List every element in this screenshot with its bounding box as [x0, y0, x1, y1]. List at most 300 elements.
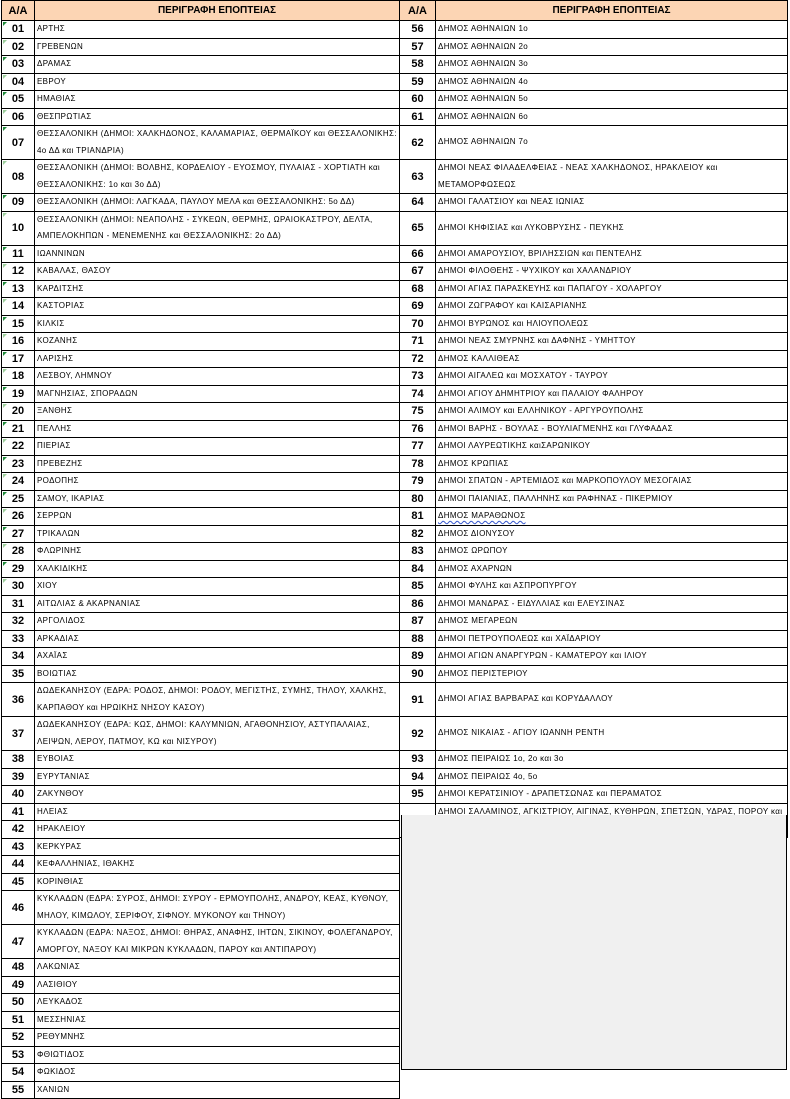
row-number-text: 50: [11, 996, 25, 1009]
row-number: [2, 126, 35, 160]
row-description: [35, 1029, 400, 1047]
row-description: [436, 595, 788, 613]
row-description-text: ΕΥΡΥΤΑΝΙΑΣ: [37, 771, 90, 781]
table-row[interactable]: [400, 350, 788, 368]
table-row[interactable]: [400, 751, 788, 769]
row-number: [2, 420, 35, 438]
row-description: [35, 1046, 400, 1064]
row-description-text: ΘΕΣΣΑΛΟΝΙΚΗ (ΔΗΜΟΙ: ΒΟΛΒΗΣ, ΚΟΡΔΕΛΙΟΥ - ΕΥΟΣΜΟΥ, ΠΥΛΑΙΑΣ - ΧΟΡΤΙΑΤΗ και ΘΕΣΣΑΛΟΝΙΚΗΣ: 1ο και 3ο ΔΔ): [37, 163, 381, 189]
table-row[interactable]: [2, 350, 400, 368]
right-table: [399, 0, 788, 838]
table-row[interactable]: [400, 768, 788, 786]
row-number: [400, 385, 436, 403]
row-description-text: ΑΡΤΗΣ: [37, 24, 66, 33]
row-description-text: ΔΗΜΟΙ ΒΥΡΩΝΟΣ και ΗΛΙΟΥΠΟΛΕΩΣ: [438, 318, 589, 328]
row-description: [35, 786, 400, 804]
row-description-text: ΔΗΜΟΙ ΝΕΑΣ ΣΜΥΡΝΗΣ και ΔΑΦΝΗΣ - ΥΜΗΤΤΟΥ: [438, 336, 636, 345]
table-row[interactable]: [2, 211, 400, 245]
table-row[interactable]: [2, 683, 400, 717]
cell-marker-icon: [3, 247, 7, 251]
table-row[interactable]: [400, 630, 788, 648]
row-number-text: 14: [11, 300, 25, 313]
table-row[interactable]: [2, 560, 400, 578]
row-description-text: ΗΛΕΙΑΣ: [37, 806, 69, 816]
row-number: [400, 56, 436, 74]
row-description-text: ΧΙΟΥ: [37, 581, 58, 590]
table-row[interactable]: [400, 368, 788, 386]
header-aa: Α/Α: [400, 1, 436, 21]
row-number: [2, 508, 35, 526]
row-number-text: 06: [11, 110, 25, 123]
row-description: [35, 751, 400, 769]
table-row[interactable]: [2, 648, 400, 666]
row-description-text: ΡΕΘΥΜΝΗΣ: [37, 1032, 85, 1041]
row-number: [2, 613, 35, 631]
table-row[interactable]: [400, 91, 788, 109]
row-number: [400, 717, 436, 751]
table-row[interactable]: [2, 751, 400, 769]
row-description-text: ΘΕΣΣΑΛΟΝΙΚΗ (ΔΗΜΟΙ: ΧΑΛΚΗΔΟΝΟΣ, ΚΑΛΑΜΑΡΙΑΣ, ΘΕΡΜΑΪΚΟΥ και ΘΕΣΣΑΛΟΝΙΚΗΣ: 4ο ΔΔ και ΤΡΙΑΝΔΡΙΑ): [37, 129, 397, 155]
cell-marker-icon: [3, 579, 7, 583]
row-number: [400, 194, 436, 212]
row-description-text: ΚΟΖΑΝΗΣ: [37, 336, 78, 345]
table-row[interactable]: [400, 613, 788, 631]
table-row[interactable]: [2, 1029, 400, 1047]
row-description: [35, 1064, 400, 1082]
table-row[interactable]: [2, 976, 400, 994]
table-row[interactable]: [400, 38, 788, 56]
header-aa: Α/Α: [2, 1, 35, 21]
row-number-text: 46: [11, 901, 25, 914]
row-number-text: 25: [11, 492, 25, 505]
row-number-text: 44: [11, 858, 25, 871]
row-number-text: 28: [11, 545, 25, 558]
row-description: [436, 315, 788, 333]
row-description-text: ΔΗΜΟΙ ΑΓΙΩΝ ΑΝΑΡΓΥΡΩΝ - ΚΑΜΑΤΕΡΟΥ και ΙΛΙΟΥ: [438, 651, 647, 660]
row-description: [436, 126, 788, 160]
row-description-text: ΗΜΑΘΙΑΣ: [37, 94, 76, 103]
row-number: [2, 38, 35, 56]
row-description: [436, 508, 788, 526]
table-row[interactable]: [2, 160, 400, 194]
row-description-text: ΧΑΝΙΩΝ: [37, 1084, 70, 1094]
row-description-text: ΔΩΔΕΚΑΝΗΣΟΥ (ΕΔΡΑ: ΡΟΔΟΣ, ΔΗΜΟΙ: ΡΟΔΟΥ, ΜΕΓΙΣΤΗΣ, ΣΥΜΗΣ, ΤΗΛΟΥ, ΧΑΛΚΗΣ, ΚΑΡΠΑΘΟΥ και ΗΡΩΙΚΗΣ ΝΗΣΟΥ ΚΑΣΟΥ): [37, 686, 387, 712]
table-row[interactable]: [2, 508, 400, 526]
row-number-text: 31: [11, 597, 25, 610]
row-number: [400, 350, 436, 368]
cell-marker-icon: [3, 127, 7, 131]
row-number: [400, 473, 436, 491]
table-row[interactable]: [2, 403, 400, 421]
row-description: [436, 280, 788, 298]
table-row[interactable]: [2, 891, 400, 925]
table-row[interactable]: [2, 543, 400, 561]
table-row[interactable]: [400, 56, 788, 74]
table-row[interactable]: [2, 1046, 400, 1064]
table-row[interactable]: [2, 91, 400, 109]
table-row[interactable]: [2, 768, 400, 786]
table-row[interactable]: [400, 126, 788, 160]
row-number-text: 59: [411, 75, 424, 88]
row-description: [35, 560, 400, 578]
row-number: [2, 891, 35, 925]
row-number-text: 70: [411, 317, 424, 330]
row-description: [35, 578, 400, 596]
row-description-text: ΔΗΜΟΣ ΑΘΗΝΑΙΩΝ 5ο: [438, 94, 529, 103]
row-description-text: ΕΒΡΟΥ: [37, 76, 67, 86]
row-description: [35, 613, 400, 631]
row-description: [436, 263, 788, 281]
row-description: [436, 613, 788, 631]
table-row[interactable]: [400, 73, 788, 91]
cell-marker-icon: [3, 544, 7, 548]
row-number: [2, 683, 35, 717]
row-number-text: 54: [11, 1066, 25, 1079]
row-description-text: ΔΗΜΟΙ ΜΑΝΔΡΑΣ - ΕΙΔΥΛΛΙΑΣ και ΕΛΕΥΣΙΝΑΣ: [438, 598, 625, 608]
row-number-text: 76: [411, 422, 424, 435]
table-row[interactable]: [400, 595, 788, 613]
row-number: [2, 403, 35, 421]
table-row[interactable]: [2, 298, 400, 316]
row-description-text: ΔΡΑΜΑΣ: [37, 59, 72, 68]
row-description-text: ΔΗΜΟΣ ΑΘΗΝΑΙΩΝ 2ο: [438, 41, 529, 51]
row-number: [2, 751, 35, 769]
row-number: [2, 350, 35, 368]
row-description-text: ΣΑΜΟΥ, ΙΚΑΡΙΑΣ: [37, 493, 105, 503]
row-description: [436, 525, 788, 543]
table-row[interactable]: [400, 455, 788, 473]
table-row[interactable]: [400, 385, 788, 403]
row-number-text: 07: [11, 136, 25, 149]
table-row[interactable]: [400, 403, 788, 421]
row-description-text: ΔΗΜΟΣ ΚΡΩΠΙΑΣ: [438, 458, 509, 468]
cell-marker-icon: [3, 509, 7, 513]
row-number: [2, 543, 35, 561]
row-description: [35, 245, 400, 263]
table-row[interactable]: [2, 1064, 400, 1082]
table-row[interactable]: [2, 665, 400, 683]
table-row[interactable]: [400, 508, 788, 526]
row-description-text: ΒΟΙΩΤΙΑΣ: [37, 668, 77, 678]
row-description: [35, 280, 400, 298]
table-row[interactable]: [2, 525, 400, 543]
row-number-text: 30: [11, 580, 25, 593]
row-number-text: 87: [411, 615, 424, 628]
row-description-text: ΔΗΜΟΣ ΩΡΩΠΟΥ: [438, 546, 508, 555]
row-description-text: ΚΕΡΚΥΡΑΣ: [37, 841, 82, 851]
row-number: [400, 525, 436, 543]
row-description: [35, 108, 400, 126]
table-row[interactable]: [2, 280, 400, 298]
table-row[interactable]: [2, 1081, 400, 1099]
row-description: [436, 108, 788, 126]
row-number: [400, 665, 436, 683]
row-number: [2, 873, 35, 891]
row-description-text: ΔΗΜΟΙ ΣΑΛΑΜΙΝΟΣ, ΑΓΚΙΣΤΡΙΟΥ, ΑΙΓΙΝΑΣ, ΚΥΘΗΡΩΝ, ΣΠΕΤΣΩΝ, ΥΔΡΑΣ, ΠΟΡΟΥ και: [438, 806, 783, 816]
row-number: [2, 455, 35, 473]
row-number: [2, 560, 35, 578]
row-number: [400, 108, 436, 126]
row-number-text: 55: [11, 1083, 25, 1096]
table-row[interactable]: [2, 873, 400, 891]
row-description-text: ΔΗΜΟΙ ΑΓΙΟΥ ΔΗΜΗΤΡΙΟΥ και ΠΑΛΑΙΟΥ ΦΑΛΗΡΟΥ: [438, 388, 644, 398]
cell-marker-icon: [3, 40, 7, 44]
row-description-text: ΠΡΕΒΕΖΗΣ: [37, 458, 83, 468]
row-number: [2, 1029, 35, 1047]
row-description-text: ΔΗΜΟΙ ΚΕΡΑΤΣΙΝΙΟΥ - ΔΡΑΠΕΤΣΩΝΑΣ και ΠΕΡΑΜΑΤΟΣ: [438, 789, 662, 798]
row-description-text: ΚΑΣΤΟΡΙΑΣ: [37, 301, 85, 310]
row-number-text: 67: [411, 265, 424, 278]
table-row[interactable]: [2, 368, 400, 386]
row-number-text: 47: [11, 935, 25, 948]
table-row[interactable]: [2, 473, 400, 491]
row-number-text: 78: [411, 457, 424, 470]
row-number-text: 39: [11, 770, 25, 783]
row-description: [35, 263, 400, 281]
row-number-text: 24: [11, 475, 25, 488]
row-number: [400, 368, 436, 386]
row-description: [436, 473, 788, 491]
row-number: [2, 490, 35, 508]
left-table: [1, 0, 400, 1099]
row-description-text: ΖΑΚΥΝΘΟΥ: [37, 789, 84, 798]
row-number: [2, 821, 35, 839]
row-number-text: 11: [12, 247, 24, 260]
row-number-text: 27: [11, 527, 25, 540]
row-description-text: ΕΥΒΟΙΑΣ: [37, 754, 75, 763]
row-description-text: ΑΧΑΪΑΣ: [37, 651, 68, 660]
table-row[interactable]: [2, 126, 400, 160]
row-number-text: 82: [411, 527, 424, 540]
row-description: [35, 838, 400, 856]
cell-marker-icon: [3, 404, 7, 408]
row-description: [436, 751, 788, 769]
row-number: [400, 751, 436, 769]
table-row[interactable]: [400, 280, 788, 298]
row-description: [35, 683, 400, 717]
row-description: [35, 508, 400, 526]
row-number: [2, 648, 35, 666]
row-number: [400, 263, 436, 281]
row-number-text: 73: [411, 370, 424, 383]
row-number-text: 13: [11, 282, 25, 295]
row-number: [400, 245, 436, 263]
row-number: [400, 126, 436, 160]
table-row[interactable]: [400, 490, 788, 508]
table-row[interactable]: [2, 786, 400, 804]
row-description: [35, 91, 400, 109]
table-row[interactable]: [2, 438, 400, 456]
row-description: [35, 525, 400, 543]
row-description: [436, 648, 788, 666]
table-row[interactable]: [2, 490, 400, 508]
row-number: [400, 211, 436, 245]
row-description: [35, 490, 400, 508]
row-description: [35, 543, 400, 561]
table-row[interactable]: [2, 315, 400, 333]
table-row[interactable]: [400, 438, 788, 456]
row-number-text: 68: [411, 282, 424, 295]
row-description-text: ΑΡΚΑΔΙΑΣ: [37, 633, 79, 643]
table-row[interactable]: [2, 38, 400, 56]
row-number-text: 29: [11, 562, 25, 575]
row-description-text: ΔΗΜΟΙ ΑΓΙΑΣ ΠΑΡΑΣΚΕΥΗΣ και ΠΑΠΑΓΟΥ - ΧΟΛΑΡΓΟΥ: [438, 283, 662, 293]
row-description: [436, 403, 788, 421]
row-number-text: 80: [411, 492, 424, 505]
row-number-text: 16: [11, 335, 25, 348]
row-description: [436, 560, 788, 578]
table-row[interactable]: [400, 543, 788, 561]
table-row[interactable]: [2, 838, 400, 856]
row-description-text: ΛΑΡΙΣΗΣ: [37, 353, 74, 363]
table-row[interactable]: [2, 994, 400, 1012]
cell-marker-icon: [3, 57, 7, 61]
row-number-text: 66: [411, 247, 424, 260]
row-description: [35, 891, 400, 925]
row-number: [2, 473, 35, 491]
cell-marker-icon: [3, 527, 7, 531]
table-row[interactable]: [2, 333, 400, 351]
row-description: [436, 350, 788, 368]
table-row[interactable]: [2, 21, 400, 39]
row-number: [400, 595, 436, 613]
table-row[interactable]: [400, 665, 788, 683]
table-row[interactable]: [2, 613, 400, 631]
table-row[interactable]: [400, 786, 788, 804]
row-number-text: 48: [11, 961, 25, 974]
table-row[interactable]: [2, 717, 400, 751]
row-number: [2, 280, 35, 298]
table-row[interactable]: [400, 717, 788, 751]
row-number: [2, 211, 35, 245]
row-number-text: 33: [11, 632, 25, 645]
empty-area: [401, 815, 787, 1070]
table-row[interactable]: [2, 245, 400, 263]
table-row[interactable]: [2, 56, 400, 74]
row-number: [400, 160, 436, 194]
table-row[interactable]: [2, 821, 400, 839]
table-row[interactable]: [2, 959, 400, 977]
row-description-text: ΧΑΛΚΙΔΙΚΗΣ: [37, 563, 88, 573]
table-row[interactable]: [400, 160, 788, 194]
cell-marker-icon: [3, 352, 7, 356]
table-row[interactable]: [2, 925, 400, 959]
table-row[interactable]: [400, 21, 788, 39]
row-description: [35, 595, 400, 613]
row-number: [2, 1046, 35, 1064]
row-number: [400, 420, 436, 438]
table-row[interactable]: [400, 683, 788, 717]
table-row[interactable]: [2, 385, 400, 403]
header-description: ΠΕΡΙΓΡΑΦΗ ΕΠΟΠΤΕΙΑΣ: [436, 1, 788, 21]
table-row[interactable]: [2, 856, 400, 874]
row-number: [400, 786, 436, 804]
header-row: [400, 1, 788, 21]
row-number: [2, 803, 35, 821]
row-number: [2, 768, 35, 786]
table-row[interactable]: [2, 420, 400, 438]
table-row[interactable]: [400, 315, 788, 333]
table-row[interactable]: [2, 194, 400, 212]
row-number-text: 58: [411, 58, 424, 71]
row-number: [400, 403, 436, 421]
row-number-text: 71: [411, 335, 424, 348]
table-row[interactable]: [400, 108, 788, 126]
table-row[interactable]: [2, 595, 400, 613]
row-number-text: 40: [11, 788, 25, 801]
table-row[interactable]: [400, 560, 788, 578]
table-row[interactable]: [400, 211, 788, 245]
row-number: [400, 455, 436, 473]
row-description: [436, 211, 788, 245]
table-row[interactable]: [400, 578, 788, 596]
cell-marker-icon: [3, 213, 7, 217]
row-number-text: 03: [11, 58, 25, 71]
table-row[interactable]: [2, 455, 400, 473]
row-number: [2, 976, 35, 994]
table-row[interactable]: [2, 108, 400, 126]
row-description: [436, 438, 788, 456]
row-number: [400, 683, 436, 717]
row-description-text: ΚΥΚΛΑΔΩΝ (ΕΔΡΑ: ΝΑΞΟΣ, ΔΗΜΟΙ: ΘΗΡΑΣ, ΑΝΑΦΗΣ, ΙΗΤΩΝ, ΣΙΚΙΝΟΥ, ΦΟΛΕΓΑΝΔΡΟΥ, ΑΜΟΡΓΟΥ, ΝΑΞΟΥ ΚΑΙ ΜΙΚΡΩΝ ΚΥΚΛΑΔΩΝ, ΠΑΡΟΥ και ΑΝΤΙΠΑΡΟΥ): [37, 928, 393, 954]
row-description: [35, 630, 400, 648]
row-description-text: ΔΗΜΟΙ ΖΩΓΡΑΦΟΥ και ΚΑΙΣΑΡΙΑΝΗΣ: [438, 301, 587, 310]
table-row[interactable]: [400, 298, 788, 316]
row-number-text: 18: [11, 370, 25, 383]
row-number-text: 65: [411, 222, 424, 234]
row-number-text: 79: [411, 475, 424, 488]
row-description: [436, 683, 788, 717]
table-row[interactable]: [400, 525, 788, 543]
row-number-text: 23: [11, 457, 25, 470]
row-number-text: 32: [11, 615, 25, 628]
row-number: [2, 1081, 35, 1099]
row-number-text: 74: [411, 387, 424, 400]
cell-marker-icon: [3, 492, 7, 496]
row-description: [35, 768, 400, 786]
row-description: [35, 194, 400, 212]
table-row[interactable]: [400, 245, 788, 263]
table-row[interactable]: [2, 1011, 400, 1029]
table-row[interactable]: [2, 578, 400, 596]
cell-marker-icon: [3, 439, 7, 443]
row-number: [2, 1064, 35, 1082]
row-number-text: 62: [411, 136, 424, 149]
table-row[interactable]: [400, 263, 788, 281]
row-number: [400, 508, 436, 526]
table-row[interactable]: [2, 803, 400, 821]
row-description: [35, 56, 400, 74]
row-description: [35, 126, 400, 160]
table-row[interactable]: [400, 194, 788, 212]
row-number: [2, 838, 35, 856]
table-row[interactable]: [400, 648, 788, 666]
row-description: [436, 420, 788, 438]
row-description-text: ΗΡΑΚΛΕΙΟΥ: [37, 824, 86, 833]
table-row[interactable]: [400, 420, 788, 438]
table-row[interactable]: [2, 630, 400, 648]
table-row[interactable]: [400, 473, 788, 491]
row-number-text: 63: [411, 170, 424, 183]
row-number-text: 09: [11, 196, 25, 209]
table-row[interactable]: [2, 73, 400, 91]
row-description: [436, 194, 788, 212]
row-number-text: 77: [411, 440, 424, 453]
row-description-text: ΜΕΣΣΗΝΙΑΣ: [37, 1014, 87, 1024]
table-row[interactable]: [2, 263, 400, 281]
table-row[interactable]: [400, 333, 788, 351]
row-number-text: 61: [411, 110, 424, 123]
